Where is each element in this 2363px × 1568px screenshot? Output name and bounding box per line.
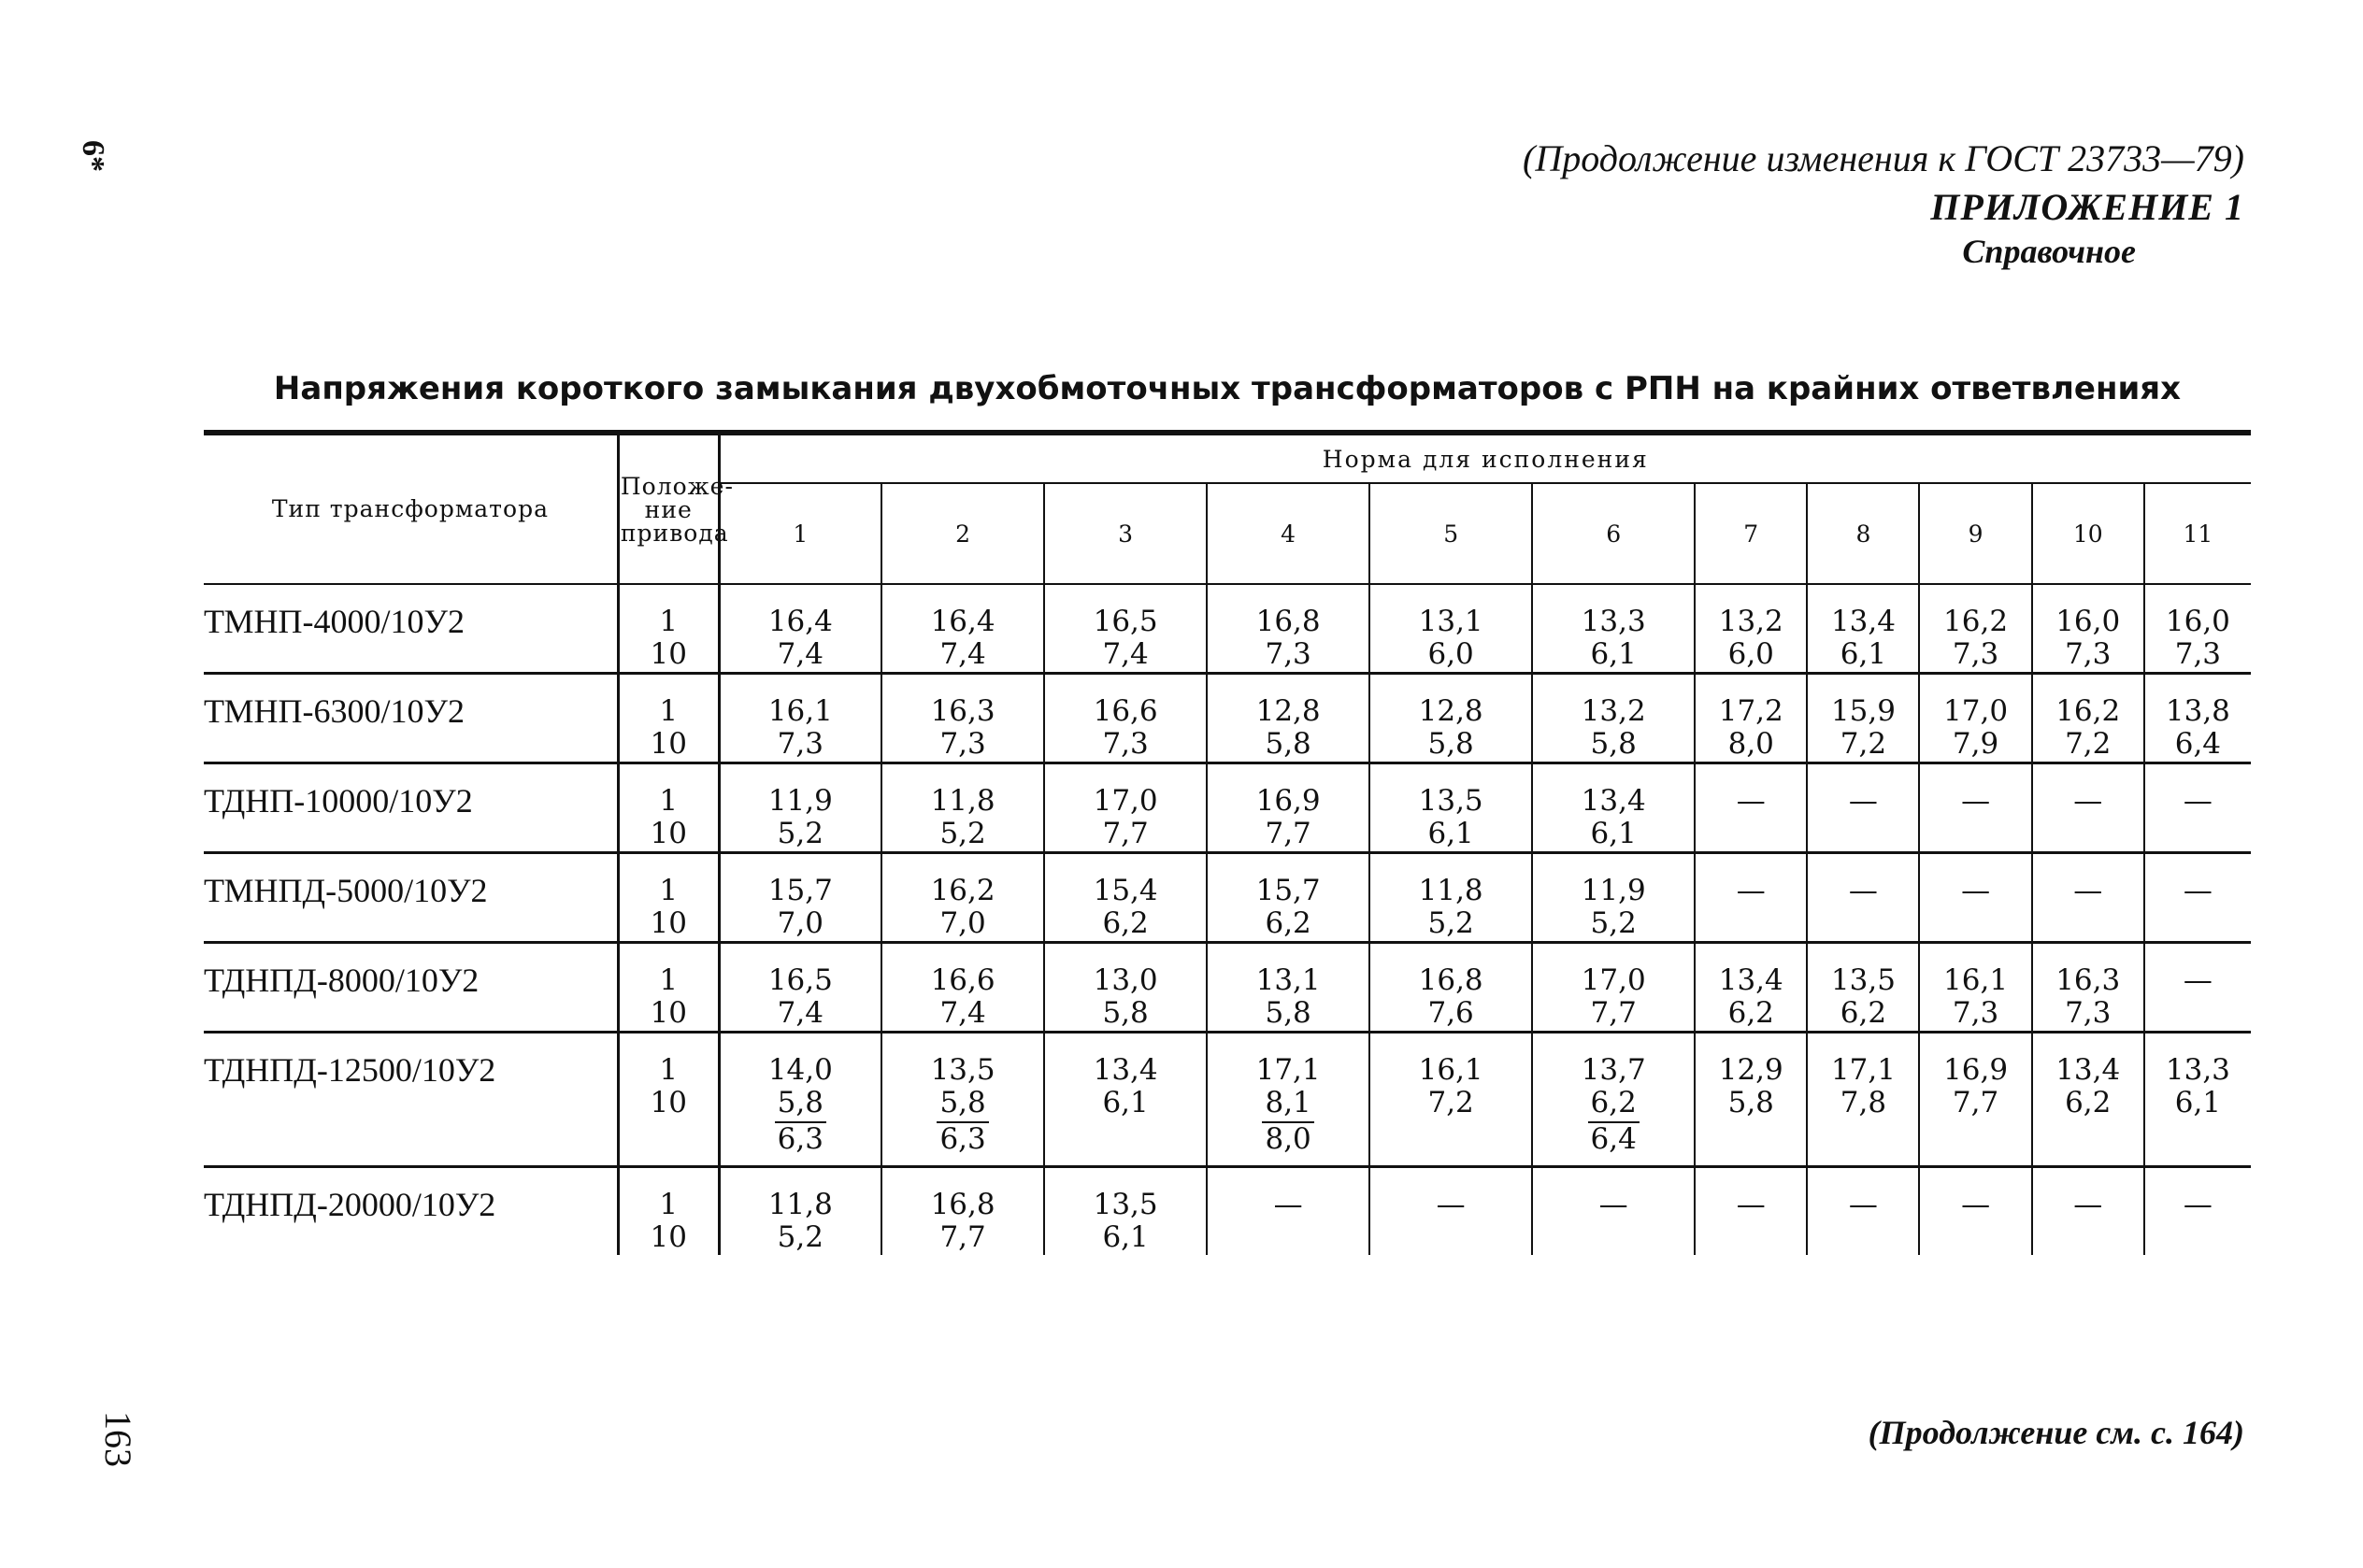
- norm-value: 11,8: [1418, 874, 1483, 907]
- position-value: 10: [650, 637, 687, 671]
- norm-value: 16,3: [930, 694, 995, 728]
- footer-continuation: (Продолжение см. с. 164): [1868, 1414, 2244, 1451]
- transformer-type: ТМНП-4000/10У2: [204, 584, 618, 674]
- norm-value: —: [1736, 784, 1766, 818]
- norm-value: —: [1436, 1188, 1466, 1221]
- norm-value: 5,8: [1265, 996, 1311, 1030]
- header-version: 8: [1807, 483, 1919, 584]
- norm-value: 5,2: [777, 1220, 823, 1254]
- drive-position: [618, 674, 719, 763]
- norm-value: 7,3: [1952, 637, 1999, 671]
- norm-value-cell: [1695, 943, 1807, 1033]
- norm-value: 15,9: [1830, 694, 1896, 728]
- norm-value-cell: [2144, 584, 2251, 674]
- margin-mark: 6*: [76, 140, 110, 172]
- norm-value: 5,2: [939, 817, 986, 850]
- norm-value-cell: [1919, 943, 2031, 1033]
- norm-value: 13,1: [1255, 963, 1321, 997]
- norm-value-cell: [1532, 763, 1695, 853]
- norm-value-cell: [1919, 674, 2031, 763]
- norm-value: —: [2183, 784, 2213, 818]
- position-value: 1: [659, 784, 679, 818]
- norm-value-cell: [1532, 1167, 1695, 1256]
- norm-value-cell: [2032, 674, 2144, 763]
- position-value: 1: [659, 1188, 679, 1221]
- norm-value-cell: [1369, 674, 1532, 763]
- position-value: 1: [659, 605, 679, 638]
- norm-value-cell: [2032, 943, 2144, 1033]
- header-version: 11: [2144, 483, 2251, 584]
- table-row: [204, 1033, 2251, 1167]
- norm-value: 17,1: [1830, 1053, 1896, 1087]
- norm-value-cell: [1532, 943, 1695, 1033]
- norm-value-cell: [1695, 674, 1807, 763]
- norm-value: 5,2: [1427, 906, 1474, 940]
- norm-value-cell: [1695, 584, 1807, 674]
- norm-value-cell: [719, 1167, 881, 1256]
- norm-value: 17,0: [1093, 784, 1158, 818]
- position-value: 10: [650, 906, 687, 940]
- norm-value: 7,4: [777, 637, 823, 671]
- norm-value: 7,3: [2065, 637, 2112, 671]
- table-row: [204, 763, 2251, 853]
- norm-value: 6,4: [2174, 727, 2222, 761]
- header-version: 9: [1919, 483, 2031, 584]
- norm-value: 7,3: [1952, 996, 1999, 1030]
- norm-value: 13,4: [1830, 605, 1896, 638]
- norm-value-cell: [2032, 584, 2144, 674]
- norm-value: 13,0: [1093, 963, 1158, 997]
- norm-value: 13,4: [1093, 1053, 1158, 1087]
- norm-value: —: [1961, 1188, 1991, 1221]
- norm-value: —: [2073, 874, 2103, 907]
- norm-value: 6,1: [1840, 637, 1887, 671]
- norm-value: 13,5: [1418, 784, 1483, 818]
- norm-value: 17,0: [1581, 963, 1646, 997]
- norm-value: —: [2183, 963, 2213, 997]
- norm-value: —: [1848, 874, 1878, 907]
- position-value: 1: [659, 1053, 679, 1087]
- norm-value: 6,2: [1102, 906, 1149, 940]
- transformer-type: ТМНП-6300/10У2: [204, 674, 618, 763]
- norm-value: 6,1: [1102, 1220, 1149, 1254]
- norm-value: 5,8: [939, 1086, 986, 1119]
- table-row: [204, 584, 2251, 674]
- norm-value: 11,9: [1581, 874, 1646, 907]
- norm-value: 7,3: [777, 727, 823, 761]
- norm-value: —: [2073, 784, 2103, 818]
- norm-value: —: [2183, 874, 2213, 907]
- norm-value: 16,3: [2055, 963, 2121, 997]
- position-value: 1: [659, 963, 679, 997]
- norm-value: 7,9: [1952, 727, 1999, 761]
- norm-value-cell: [719, 943, 881, 1033]
- norm-value-cell: [719, 763, 881, 853]
- norm-value-cell: [881, 674, 1044, 763]
- norm-value: 12,8: [1255, 694, 1321, 728]
- norm-value-cell: [1807, 1167, 1919, 1256]
- norm-value-cell: [2144, 1033, 2251, 1167]
- norm-value: 16,1: [767, 694, 833, 728]
- transformer-type: ТДНПД-12500/10У2: [204, 1033, 618, 1167]
- norm-value: —: [2183, 1188, 2213, 1221]
- norm-value: 14,0: [767, 1053, 833, 1087]
- norm-value-cell: [1044, 674, 1207, 763]
- norm-value: 7,2: [1840, 727, 1887, 761]
- norm-value-cell: [881, 1167, 1044, 1256]
- header-version: 2: [881, 483, 1044, 584]
- norm-value: 6,1: [2174, 1086, 2222, 1119]
- norm-value-cell: [1919, 853, 2031, 943]
- norm-value-cell: [1207, 1033, 1369, 1167]
- table-row: [204, 674, 2251, 763]
- norm-value-cell: [1695, 763, 1807, 853]
- norm-value: 16,8: [930, 1188, 995, 1221]
- transformer-type: ТМНПД-5000/10У2: [204, 853, 618, 943]
- table-row: [204, 853, 2251, 943]
- table-row: [204, 1167, 2251, 1256]
- norm-value: 16,8: [1255, 605, 1321, 638]
- norm-value-cell: [1919, 1167, 2031, 1256]
- norm-value-cell: [1532, 853, 1695, 943]
- position-value: 10: [650, 1220, 687, 1254]
- norm-value: 13,8: [2165, 694, 2230, 728]
- transformer-type: ТДНПД-20000/10У2: [204, 1167, 618, 1256]
- norm-value: 13,3: [2165, 1053, 2230, 1087]
- norm-value: 16,2: [930, 874, 995, 907]
- position-value: 10: [650, 727, 687, 761]
- norm-value-cell: [2032, 763, 2144, 853]
- norm-value: 5,8: [1265, 727, 1311, 761]
- norm-value: 7,2: [2065, 727, 2112, 761]
- norm-value-cell: [1044, 1033, 1207, 1167]
- norm-value: 12,8: [1418, 694, 1483, 728]
- norm-value: 5,8: [1102, 996, 1149, 1030]
- header-continuation: (Продолжение изменения к ГОСТ 23733—79): [1523, 137, 2244, 179]
- norm-value-cell: [1807, 1033, 1919, 1167]
- header-type: Тип трансформатора: [204, 435, 618, 584]
- table-row: [204, 943, 2251, 1033]
- norm-value-cell: [881, 584, 1044, 674]
- transformer-type: ТДНП-10000/10У2: [204, 763, 618, 853]
- norm-value-cell: [719, 674, 881, 763]
- norm-value-cell: [1919, 584, 2031, 674]
- norm-value: 12,9: [1718, 1053, 1783, 1087]
- header-version: 6: [1532, 483, 1695, 584]
- norm-value-cell: [1807, 584, 1919, 674]
- norm-value: 6,1: [1590, 637, 1637, 671]
- norm-value: 5,8: [1427, 727, 1474, 761]
- norm-value-cell: [1044, 763, 1207, 853]
- norm-value-cell: [2032, 1033, 2144, 1167]
- norm-value: 13,4: [2055, 1053, 2121, 1087]
- norm-value-cell: [2032, 1167, 2144, 1256]
- norm-value: —: [1848, 784, 1878, 818]
- norm-value: 6,1: [1590, 817, 1637, 850]
- norm-value: 13,2: [1718, 605, 1783, 638]
- norm-value-cell: [881, 1033, 1044, 1167]
- norm-value: 16,9: [1943, 1053, 2009, 1087]
- norm-value-cell: [1207, 674, 1369, 763]
- norm-value-cell: [719, 584, 881, 674]
- norm-value: 11,8: [930, 784, 995, 818]
- norm-value-cell: [1369, 584, 1532, 674]
- norm-value: 7,2: [1427, 1086, 1474, 1119]
- drive-position: [618, 853, 719, 943]
- header-position: Положе-ние привода: [618, 435, 719, 584]
- alt-value: 6,4: [1588, 1121, 1640, 1156]
- norm-value: 7,7: [1590, 996, 1637, 1030]
- norm-value: 7,8: [1840, 1086, 1887, 1119]
- norm-value: 7,0: [939, 906, 986, 940]
- header-version: 5: [1369, 483, 1532, 584]
- norm-value: 7,7: [939, 1220, 986, 1254]
- norm-value: 16,9: [1255, 784, 1321, 818]
- alt-value: 8,0: [1262, 1121, 1313, 1156]
- norm-value: 16,2: [2055, 694, 2121, 728]
- norm-value: 11,9: [767, 784, 833, 818]
- norm-value: 7,4: [939, 996, 986, 1030]
- norm-value: —: [1736, 874, 1766, 907]
- appendix-status: Справочное: [1962, 233, 2136, 270]
- table-title: Напряжения короткого замыкания двухобмоточных трансформаторов с РПН на крайних ответвлениях: [273, 370, 2182, 407]
- norm-value: 5,2: [1590, 906, 1637, 940]
- norm-value-cell: [2144, 853, 2251, 943]
- norm-value-cell: [881, 853, 1044, 943]
- norm-value-cell: [1695, 1033, 1807, 1167]
- norm-value: 5,8: [1590, 727, 1637, 761]
- norm-value: 7,3: [1265, 637, 1311, 671]
- norm-value: 13,4: [1581, 784, 1646, 818]
- norm-value: 16,6: [1093, 694, 1158, 728]
- norm-value: —: [1961, 784, 1991, 818]
- norm-value: 11,8: [767, 1188, 833, 1221]
- norm-value: 16,6: [930, 963, 995, 997]
- norm-value: 5,8: [777, 1086, 823, 1119]
- norm-value: 16,0: [2165, 605, 2230, 638]
- norm-value: 5,2: [777, 817, 823, 850]
- norm-value: 7,4: [939, 637, 986, 671]
- transformer-type: ТДНПД-8000/10У2: [204, 943, 618, 1033]
- norm-value-cell: [1532, 674, 1695, 763]
- drive-position: [618, 763, 719, 853]
- norm-value-cell: [1207, 1167, 1369, 1256]
- norm-value-cell: [1369, 853, 1532, 943]
- norm-value: 7,7: [1102, 817, 1149, 850]
- norm-value-cell: [1207, 584, 1369, 674]
- alt-value: 6,3: [775, 1121, 826, 1156]
- norm-value: 7,3: [939, 727, 986, 761]
- norm-value: 6,2: [1840, 996, 1887, 1030]
- norm-value: 16,5: [767, 963, 833, 997]
- position-value: 1: [659, 874, 679, 907]
- header-version: 10: [2032, 483, 2144, 584]
- norm-value: 13,1: [1418, 605, 1483, 638]
- drive-position: [618, 943, 719, 1033]
- norm-value: 7,3: [2174, 637, 2222, 671]
- norm-value: 17,2: [1718, 694, 1783, 728]
- norm-value: 7,6: [1427, 996, 1474, 1030]
- position-value: 10: [650, 817, 687, 850]
- norm-value: —: [1736, 1188, 1766, 1221]
- norm-value-cell: [1695, 853, 1807, 943]
- norm-value-cell: [1807, 674, 1919, 763]
- position-value: 1: [659, 694, 679, 728]
- norm-value: 17,1: [1255, 1053, 1321, 1087]
- appendix-title: ПРИЛОЖЕНИЕ 1: [1930, 186, 2244, 228]
- norm-value: 8,1: [1265, 1086, 1311, 1119]
- norm-value-cell: [2144, 763, 2251, 853]
- norm-value: 7,3: [2065, 996, 2112, 1030]
- norm-value: —: [1961, 874, 1991, 907]
- norm-value-cell: [1207, 763, 1369, 853]
- norm-value: 13,5: [1093, 1188, 1158, 1221]
- norm-value: 7,7: [1952, 1086, 1999, 1119]
- norm-value: 13,7: [1581, 1053, 1646, 1087]
- norm-value-cell: [1919, 763, 2031, 853]
- norm-value-cell: [1369, 763, 1532, 853]
- norm-value: 16,8: [1418, 963, 1483, 997]
- drive-position: [618, 1167, 719, 1256]
- norm-value-cell: [1369, 1033, 1532, 1167]
- norm-value: 7,0: [777, 906, 823, 940]
- norm-value-cell: [1532, 584, 1695, 674]
- norm-value: 16,4: [767, 605, 833, 638]
- norm-value-cell: [1044, 584, 1207, 674]
- norm-value-cell: [1369, 1167, 1532, 1256]
- norm-value: —: [1273, 1188, 1303, 1221]
- norm-value: 6,0: [1727, 637, 1774, 671]
- norm-value: 16,4: [930, 605, 995, 638]
- norm-value: —: [1598, 1188, 1628, 1221]
- norm-value: —: [2073, 1188, 2103, 1221]
- norm-value: 13,2: [1581, 694, 1646, 728]
- header-version: 4: [1207, 483, 1369, 584]
- norm-value-cell: [1044, 943, 1207, 1033]
- drive-position: [618, 584, 719, 674]
- norm-value-cell: [1044, 853, 1207, 943]
- norm-value: 6,2: [1590, 1086, 1637, 1119]
- position-value: 10: [650, 1086, 687, 1119]
- norm-value: 6,2: [1727, 996, 1774, 1030]
- norm-value: 6,1: [1427, 817, 1474, 850]
- norm-value-cell: [719, 853, 881, 943]
- drive-position: [618, 1033, 719, 1167]
- norm-value-cell: [1919, 1033, 2031, 1167]
- header-version: 1: [719, 483, 881, 584]
- norm-value: —: [1848, 1188, 1878, 1221]
- norm-value: 6,2: [2065, 1086, 2112, 1119]
- table-body: [204, 584, 2251, 1255]
- norm-value: 7,4: [777, 996, 823, 1030]
- norm-value-cell: [2144, 943, 2251, 1033]
- page-number: 163: [97, 1411, 139, 1467]
- norm-value-cell: [1044, 1167, 1207, 1256]
- norm-value-cell: [1807, 763, 1919, 853]
- norm-value-cell: [1695, 1167, 1807, 1256]
- norm-value: 15,7: [767, 874, 833, 907]
- norm-value: 15,4: [1093, 874, 1158, 907]
- norm-value: 13,4: [1718, 963, 1783, 997]
- norm-value: 16,0: [2055, 605, 2121, 638]
- position-value: 10: [650, 996, 687, 1030]
- norm-value-cell: [1807, 853, 1919, 943]
- header-norm: Норма для исполнения: [719, 435, 2251, 483]
- norm-value: 7,4: [1102, 637, 1149, 671]
- norm-value: 17,0: [1943, 694, 2009, 728]
- norm-value: 16,2: [1943, 605, 2009, 638]
- norm-value-cell: [2144, 674, 2251, 763]
- norm-value: 15,7: [1255, 874, 1321, 907]
- norm-value: 16,1: [1943, 963, 2009, 997]
- norm-value: 7,3: [1102, 727, 1149, 761]
- norm-value-cell: [1807, 943, 1919, 1033]
- norm-value-cell: [2032, 853, 2144, 943]
- norm-value-cell: [881, 943, 1044, 1033]
- norm-value-cell: [881, 763, 1044, 853]
- norm-value: 6,0: [1427, 637, 1474, 671]
- norm-value: 13,3: [1581, 605, 1646, 638]
- norm-value: 5,8: [1727, 1086, 1774, 1119]
- norm-value: 7,7: [1265, 817, 1311, 850]
- norm-value-cell: [1207, 943, 1369, 1033]
- header-version: 7: [1695, 483, 1807, 584]
- norm-value: 13,5: [1830, 963, 1896, 997]
- norm-value: 16,5: [1093, 605, 1158, 638]
- alt-value: 6,3: [937, 1121, 988, 1156]
- norm-value: 6,2: [1265, 906, 1311, 940]
- norm-value: 6,1: [1102, 1086, 1149, 1119]
- norm-value-cell: [1532, 1033, 1695, 1167]
- voltage-table: [204, 435, 2251, 1255]
- norm-value: 13,5: [930, 1053, 995, 1087]
- norm-value: 16,1: [1418, 1053, 1483, 1087]
- norm-value-cell: [2144, 1167, 2251, 1256]
- norm-value-cell: [1207, 853, 1369, 943]
- norm-value-cell: [1369, 943, 1532, 1033]
- norm-value: 8,0: [1727, 727, 1774, 761]
- norm-value-cell: [719, 1033, 881, 1167]
- header-version: 3: [1044, 483, 1207, 584]
